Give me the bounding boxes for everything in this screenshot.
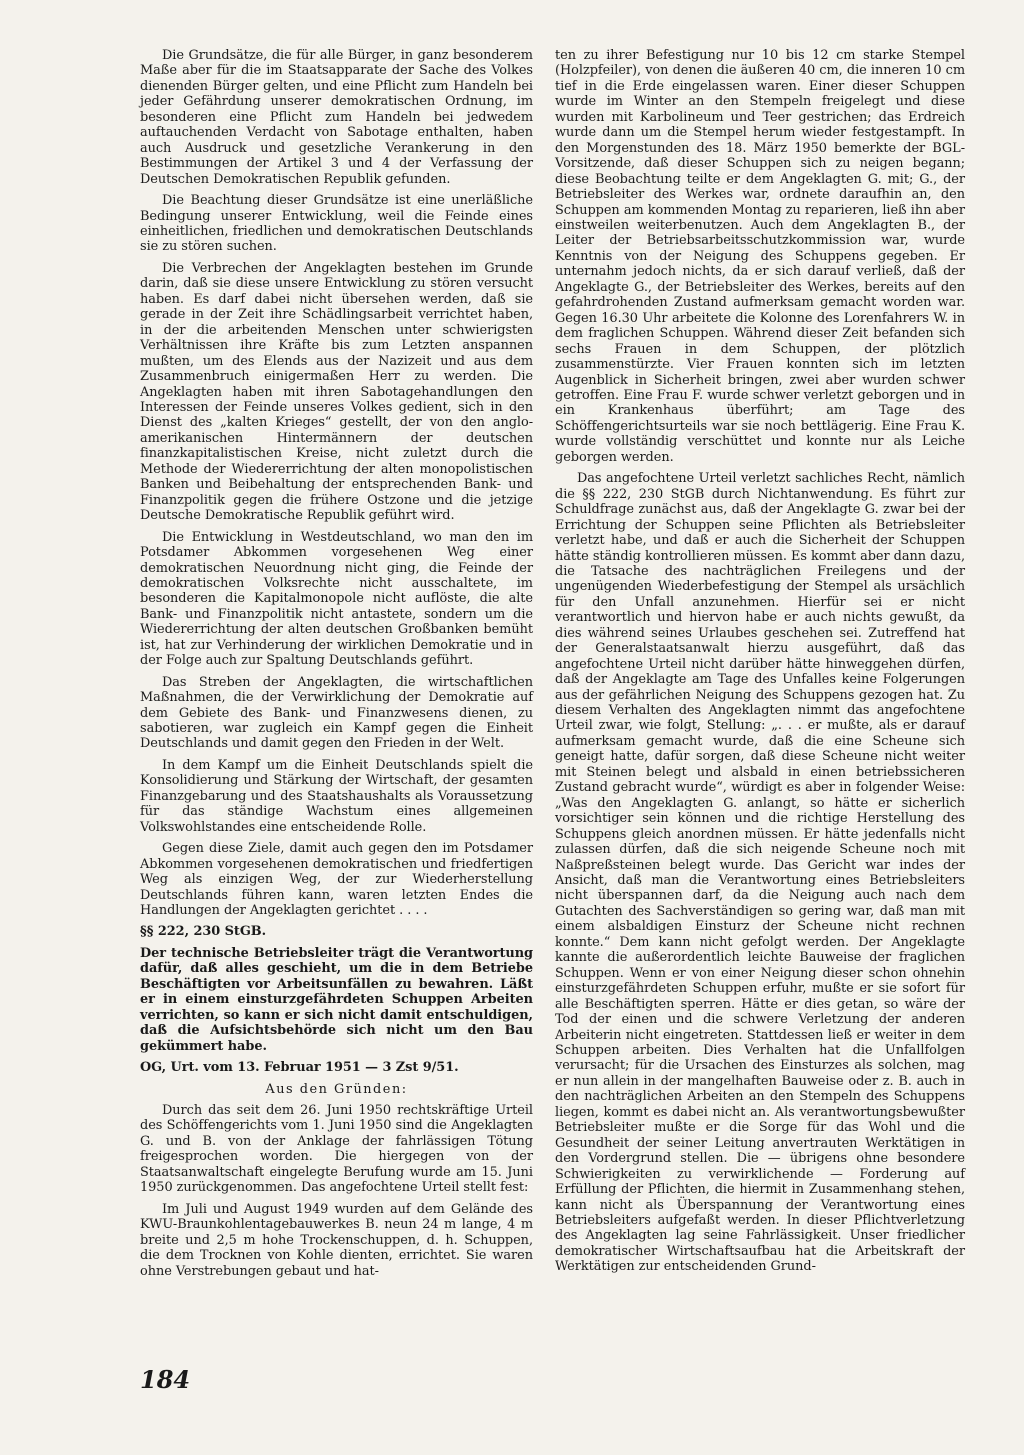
paragraph: Im Juli und August 1949 wurden auf dem Gelände des KWU-Braunkohlentagebauwerkes B. neun 24 m lange, 4 m breite und 2,5 m hohe Trockenschuppen, d. h. Schuppen, die dem Trocknen von Kohle dienten, errichtet. Sie waren ohne Verstrebungen gebaut und hat-: [140, 1201, 533, 1279]
case-summary: Der technische Betriebsleiter trägt die Verantwortung dafür, daß alles geschieht, um die in dem Betriebe Beschäftigten vor Arbeitsunfällen zu bewahren. Läßt er in einem einsturzgefährdeten Schuppen Arbeiten verrichten, so kann er sich nicht damit entschuldigen, daß die Aufsichtsbehörde sich nicht um den Bau gekümmert habe.: [140, 945, 533, 1054]
paragraph: In dem Kampf um die Einheit Deutschlands spielt die Konsolidierung und Stärkung der Wirtschaft, der gesamten Finanzgebarung und des Staatshaushalts als Voraussetzung für das ständige Wachstum eines allgemeinen Volkswohlstandes eine entscheidende Rolle.: [140, 757, 533, 835]
page-number: 184: [140, 1365, 191, 1394]
grounds-heading: Aus den Gründen:: [265, 1081, 408, 1097]
paragraph: Die Verbrechen der Angeklagten bestehen im Grunde darin, daß sie diese unsere Entwicklung zu stören versucht haben. Es darf dabei nicht übersehen werden, daß sie gerade in der Zeit ihre Schädlingsarbeit verrichtet haben, in der die arbeitenden Menschen unter schwierigsten Verhältnissen ihre Kräfte bis zum Letzten anspannen mußten, um des Elends aus der Nazizeit und aus dem Zusammenbruch einigermaßen Herr zu werden. Die Angeklagten haben mit ihren Sabotagehandlungen den Interessen der Feinde unseres Volkes gedient, sich in den Dienst des „kalten Krieges“ gestellt, der von den anglo-amerikanischen Hintermännern der deutschen finanzkapitalistischen Kreise, nicht zuletzt durch die Methode der Wiedererrichtung der alten monopolistischen Banken und Beibehaltung der entsprechenden Bank- und Finanzpolitik gegen die frühere Ostzone und die jetzige Deutsche Demokratische Republik geführt wird.: [140, 260, 533, 524]
left-column: [140, 48, 533, 1285]
right-column: [555, 48, 965, 1281]
paragraph: ten zu ihrer Befestigung nur 10 bis 12 cm starke Stempel (Holzpfeiler), von denen die äußeren 40 cm, die inneren 10 cm tief in die Erde eingelassen waren. Einer dieser Schuppen wurde im Winter an den Stempeln freigelegt und diese wurden mit Karbolineum und Teer gestrichen; das Erdreich wurde dann um die Stempel herum wieder festgestampft. In den Morgenstunden des 18. März 1950 bemerkte der BGL-Vorsitzende, daß dieser Schuppen sich zu neigen begann; diese Beobachtung teilte er dem Angeklagten G. mit; G., der Betriebsleiter des Werkes war, ordnete daraufhin an, den Schuppen am kommenden Montag zu reparieren, ließ ihn aber einstweilen weiterbenutzen. Auch dem Angeklagten B., der Leiter der Betriebsarbeitsschutzkommission war, wurde Kenntnis von der Neigung des Schuppens gegeben. Er unternahm jedoch nichts, da er sich darauf verließ, daß der Angeklagte G., der Betriebsleiter des Werkes, bereits auf den gefahrdrohenden Zustand aufmerksam gemacht worden war. Gegen 16.30 Uhr arbeitete die Kolonne des Lorenfahrers W. in dem fraglichen Schuppen. Während dieser Zeit befanden sich sechs Frauen in dem Schuppen, der plötzlich zusammenstürzte. Vier Frauen konnten sich im letzten Augenblick in Sicherheit bringen, zwei aber wurden schwer getroffen. Eine Frau F. wurde schwer verletzt geborgen und in ein Krankenhaus überführt; am Tage des Schöffengerichtsurteils war sie noch bettlägerig. Eine Frau K. wurde vollständig verschüttet und konnte nur als Leiche geborgen werden.: [555, 48, 965, 465]
paragraph: Das Streben der Angeklagten, die wirtschaftlichen Maßnahmen, die der Verwirklichung der Demokratie auf dem Gebiete des Bank- und Finanzwesens dienen, zu sabotieren, war zugleich ein Kampf gegen die Einheit Deutschlands und damit gegen den Frieden in der Welt.: [140, 674, 533, 752]
law-heading: §§ 222, 230 StGB.: [140, 924, 267, 940]
paragraph: Die Beachtung dieser Grundsätze ist eine unerläßliche Bedingung unserer Entwicklung, weil die Feinde eines einheitlichen, friedlichen und demokratischen Deutschlands sie zu stören suchen.: [140, 193, 533, 255]
paragraph: Die Grundsätze, die für alle Bürger, in ganz besonderem Maße aber für die im Staatsapparate der Sache des Volkes dienenden Bürger gelten, und eine Pflicht zum Handeln bei jeder Gefährdung unserer demokratischen Ordnung, im besonderen eine Pflicht zum Handeln bei jedwedem auftauchenden Verdacht von Sabotage enthalten, haben auch Ausdruck und gesetzliche Verankerung in den Bestimmungen der Artikel 3 und 4 der Verfassung der Deutschen Demokratischen Republik gefunden.: [140, 48, 533, 187]
paragraph: Durch das seit dem 26. Juni 1950 rechtskräftige Urteil des Schöffengerichts vom 1. Juni 1950 sind die Angeklagten G. und B. von der Anklage der fahrlässigen Tötung freigesprochen worden. Die hiergegen von der Staatsanwaltschaft eingelegte Berufung wurde am 15. Juni 1950 zurückgenommen. Das angefochtene Urteil stellt fest:: [140, 1103, 533, 1196]
paragraph: Die Entwicklung in Westdeutschland, wo man den im Potsdamer Abkommen vorgesehenen Weg einer demokratischen Neuordnung nicht ging, die Feinde der demokratischen Volksrechte nicht ausschaltete, im besonderen die Kapitalmonopole nicht auflöste, die alte Bank- und Finanzpolitik nicht antastete, sondern um die Wiedererrichtung der alten deutschen Großbanken bemüht ist, hat zur Verhinderung der wirklichen Demokratie und in der Folge auch zur Spaltung Deutschlands geführt.: [140, 529, 533, 669]
court-reference: OG, Urt. vom 13. Februar 1951 — 3 Zst 9/51.: [140, 1060, 459, 1076]
paragraph: Das angefochtene Urteil verletzt sachliches Recht, nämlich die §§ 222, 230 StGB durch Nichtanwendung. Es führt zur Schuldfrage zunächst aus, daß der Angeklagte G. zwar bei der Errichtung der Schuppen seine Pflichten als Betriebsleiter verletzt habe, und daß er auch die Sicherheit der Schuppen hätte ständig kontrollieren müssen. Es kommt aber dann dazu, die Tatsache des nachträglichen Freilegens und der ungenügenden Wiederbefestigung der Stempel als ursächlich für den Unfall anzunehmen. Hierfür sei er nicht verantwortlich und hiervon habe er auch nichts gewußt, da dies während seines Urlaubes geschehen sei. Zutreffend hat der Generalstaatsanwalt hierzu ausgeführt, daß das angefochtene Urteil nicht darüber hätte hinweggehen dürfen, daß der Angeklagte am Tage des Unfalles keine Folgerungen aus der gefährlichen Neigung des Schuppens gezogen hat. Zu diesem Verhalten des Angeklagten nimmt das angefochtene Urteil zwar, wie folgt, Stellung: „. . . er mußte, als er darauf aufmerksam gemacht wurde, daß die eine Scheune sich geneigt hatte, dafür sorgen, daß diese Scheune nicht weiter mit Steinen belegt und alsbald in einen betriebssicheren Zustand gebracht wurde“, würdigt es aber in folgender Weise: „Was den Angeklagten G. anlangt, so hätte er sicherlich vorsichtiger sein können und die richtige Herstellung des Schuppens gleich anordnen müssen. Er hätte jedenfalls nicht zulassen dürfen, daß die sich neigende Scheune noch mit Naßpreßsteinen belegt wurde. Das Gericht war indes der Ansicht, daß man die Verantwortung eines Betriebsleiters nicht überspannen darf, da die Neigung auch nach dem Gutachten des Sachverständigen so gering war, daß man mit einem alsbaldigen Einsturz der Scheune nicht rechnen konnte.“ Dem kann nicht gefolgt werden. Der Angeklagte kannte die außerordentlich leichte Bauweise der fraglichen Schuppen. Wenn er von einer Neigung dieser schon ohnehin einsturzgefährdeten Schuppen erfuhr, mußte er sie sofort für alle Beschäftigten sperren. Hätte er dies getan, so wäre der Tod der einen und die schwere Verletzung der anderen Arbeiterin nicht eingetreten. Stattdessen ließ er weiter in dem Schuppen arbeiten. Dies Verhalten hat die Unfallfolgen verursacht; für die Ursachen des Einsturzes als solchen, mag er nun allein in der mangelhaften Bauweise oder z. B. auch in den nachträglichen Arbeiten an den Stempeln des Schuppens liegen, kommt es dabei nicht an. Als verantwortungsbewußter Betriebsleiter mußte er die Sorge für das Wohl und die Gesundheit der seiner Leitung anvertrauten Werktätigen in den Vordergrund stellen. Die — übrigens ohne besondere Schwierigkeiten zu verwirklichende — Forderung auf Erfüllung der Pflichten, die hiermit in Zusammenhang stehen, kann nicht als Überspannung der Verantwortung eines Betriebsleiters aufgefaßt werden. In dieser Pflichtverletzung des Angeklagten lag seine Fahrlässigkeit. Unser friedlicher demokratischer Wirtschaftsaufbau hat die Arbeitskraft der Werktätigen zur entscheidenden Grund-: [555, 471, 965, 1275]
paragraph: Gegen diese Ziele, damit auch gegen den im Potsdamer Abkommen vorgesehenen demokratischen und friedfertigen Weg als einzigen Weg, der zur Wiederherstellung Deutschlands führen kann, waren letzten Endes die Handlungen der Angeklagten gerichtet . . . .: [140, 841, 533, 919]
